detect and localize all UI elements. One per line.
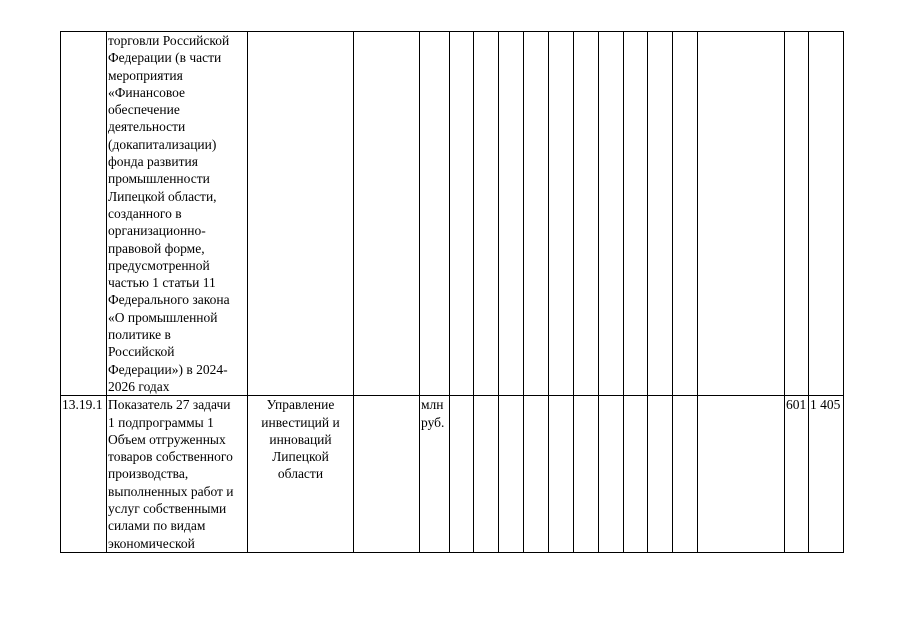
empty-cell <box>574 32 599 396</box>
name-line: Федерации») в 2024- <box>108 361 228 377</box>
executor-line: инноваций <box>269 431 332 447</box>
empty-cell <box>450 396 474 553</box>
name-line: деятельности <box>108 119 186 135</box>
budget-table <box>60 31 844 553</box>
empty-cell <box>648 396 673 553</box>
name-line: товаров собственного <box>108 449 233 465</box>
name-line: созданного в <box>108 205 182 221</box>
executor-cell <box>248 396 354 553</box>
name-line: мероприятия <box>108 67 183 83</box>
empty-cell <box>624 32 648 396</box>
name-line: 1 подпрограммы 1 <box>108 414 214 430</box>
empty-cell <box>624 396 648 553</box>
name-line: правовой форме, <box>108 240 205 256</box>
name-line: выполненных работ и <box>108 483 234 499</box>
name-line: организационно- <box>108 223 206 239</box>
empty-cell <box>524 32 549 396</box>
name-line: фонда развития <box>108 154 198 170</box>
empty-cell <box>673 396 698 553</box>
name-line: предусмотренной <box>108 257 210 273</box>
table-row-continuation <box>61 32 844 396</box>
executor-line: Управление <box>266 397 335 413</box>
unit-cell <box>420 32 450 396</box>
empty-cell <box>474 396 499 553</box>
name-line: услуг собственными <box>108 501 227 517</box>
name-line: торговли Российской <box>108 33 230 48</box>
row-number-cell <box>61 32 107 396</box>
name-line: обеспечение <box>108 102 180 118</box>
executor-line: Липецкой <box>272 449 329 465</box>
name-line: Объем отгруженных <box>108 431 226 447</box>
empty-cell <box>549 32 574 396</box>
name-line: промышленности <box>108 171 210 187</box>
value-cell-b: 1 405 <box>809 396 844 553</box>
name-line: политике в <box>108 327 171 343</box>
name-line: силами по видам <box>108 518 206 534</box>
unit-line: руб. <box>421 414 445 430</box>
name-line: Показатель 27 задачи <box>108 397 231 413</box>
empty-cell <box>698 32 785 396</box>
name-line: Российской <box>108 344 175 360</box>
name-line: (докапитализации) <box>108 136 217 152</box>
empty-cell <box>574 396 599 553</box>
empty-cell <box>450 32 474 396</box>
unit-cell <box>420 396 450 553</box>
name-line: Федерального закона <box>108 292 230 308</box>
name-line: частью 1 статьи 11 <box>108 275 216 291</box>
empty-cell <box>499 396 524 553</box>
empty-cell <box>474 32 499 396</box>
name-line: экономической <box>108 535 195 551</box>
empty-cell <box>673 32 698 396</box>
name-line: «О промышленной <box>108 309 218 325</box>
value-cell <box>785 32 809 396</box>
row-number-cell: 13.19.1 <box>61 396 107 553</box>
name-line: Липецкой области, <box>108 188 217 204</box>
empty-cell <box>549 396 574 553</box>
empty-cell <box>698 396 785 553</box>
value-cell-a: 601 <box>785 396 809 553</box>
empty-cell <box>648 32 673 396</box>
value-cell <box>809 32 844 396</box>
name-line: производства, <box>108 466 189 482</box>
indicator-name-cell <box>107 32 248 396</box>
name-line: Федерации (в части <box>108 50 222 66</box>
executor-line: области <box>277 466 324 482</box>
name-line: «Финансовое <box>108 84 186 100</box>
executor-line: инвестиций и <box>261 414 340 430</box>
executor-cell <box>248 32 354 396</box>
empty-cell <box>599 396 624 553</box>
empty-cell <box>354 32 420 396</box>
empty-cell <box>354 396 420 553</box>
indicator-name-cell <box>107 396 248 553</box>
empty-cell <box>524 396 549 553</box>
table-row <box>61 396 844 553</box>
name-line: 2026 годах <box>108 378 170 394</box>
unit-line: млн <box>421 397 444 413</box>
empty-cell <box>499 32 524 396</box>
empty-cell <box>599 32 624 396</box>
